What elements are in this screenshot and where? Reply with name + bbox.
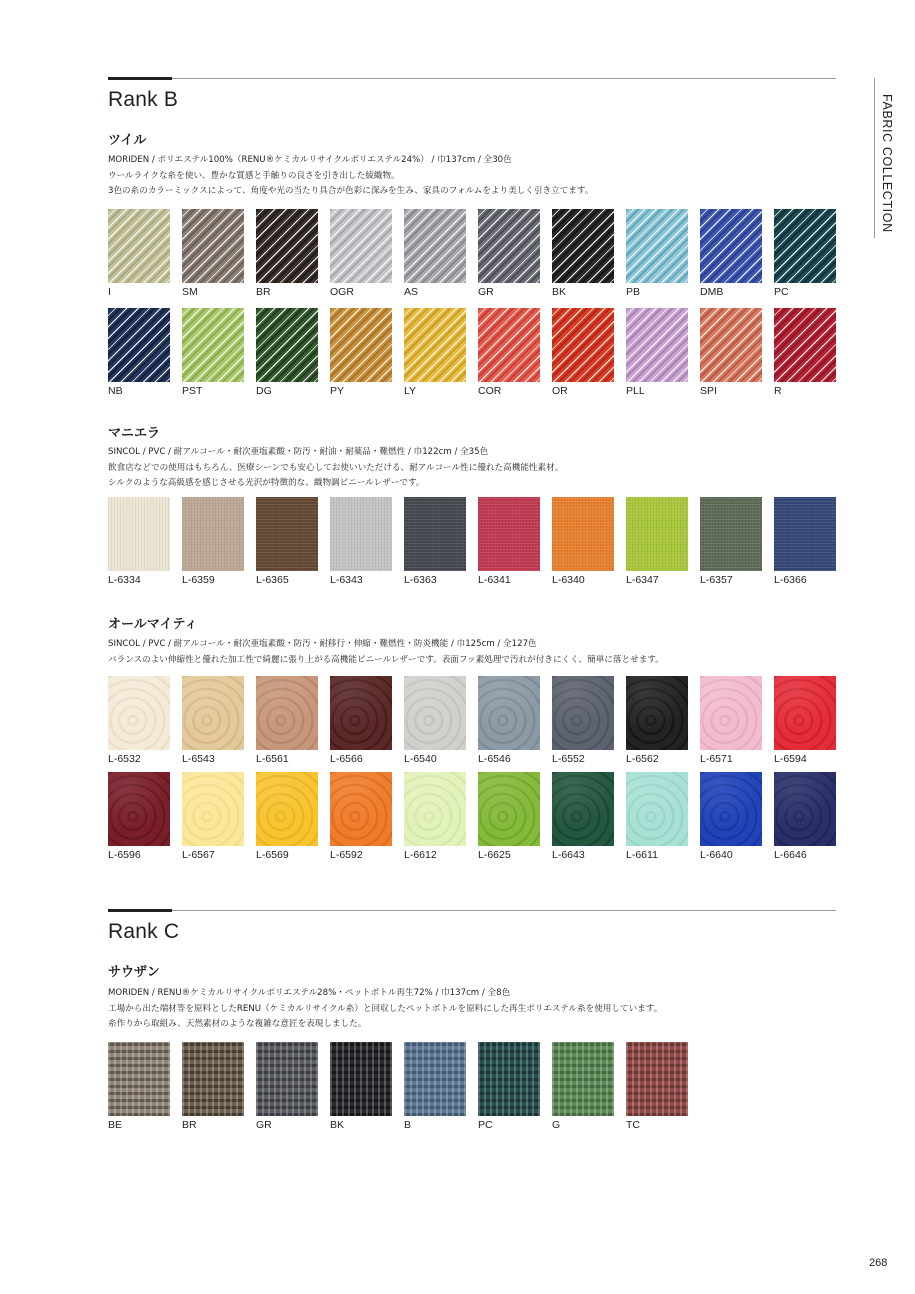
swatch-code: L-6366 xyxy=(774,574,807,586)
swatch-chip xyxy=(700,772,762,846)
maniera-description xyxy=(108,445,563,492)
swatch-chip xyxy=(700,209,762,283)
swatch-code: L-6611 xyxy=(626,849,658,861)
maniera-desc-line: シルクのような高級感を感じさせる光沢が特徴的な、織物調ビニールレザーです。 xyxy=(108,478,425,488)
swatch-chip xyxy=(626,308,688,382)
swatch-sm xyxy=(182,209,244,299)
swatch-chip xyxy=(552,209,614,283)
swatch-l-6543 xyxy=(182,676,244,766)
swatch-spi xyxy=(700,308,762,398)
twill-description xyxy=(108,153,593,200)
swatch-tc xyxy=(626,1042,688,1132)
swatch-l-6340 xyxy=(552,497,614,587)
swatch-l-6546 xyxy=(478,676,540,766)
southern-swatch-grid xyxy=(108,1042,836,1132)
swatch-b xyxy=(404,1042,466,1132)
swatch-gr xyxy=(478,209,540,299)
swatch-l-6646 xyxy=(774,772,836,862)
maniera-desc-line: 飲食店などでの使用はもちろん、医療シーンでも安心してお使いいただける、耐アルコール性に優れた高機能性素材。 xyxy=(108,462,564,473)
rank-c-title: Rank C xyxy=(108,920,180,943)
swatch-l-6571 xyxy=(700,676,762,766)
twill-desc-line: MORIDEN / ポリエステル100%（RENU®ケミカルリサイクルポリエステル24%） / 巾137cm / 全30色 xyxy=(108,155,512,165)
swatch-l-6566 xyxy=(330,676,392,766)
swatch-code: L-6640 xyxy=(700,849,733,861)
swatch-bk xyxy=(330,1042,392,1132)
swatch-chip xyxy=(404,497,466,571)
rank-b-rule xyxy=(108,78,836,79)
swatch-code: L-6562 xyxy=(626,753,659,765)
swatch-l-6569 xyxy=(256,772,318,862)
swatch-code: BR xyxy=(182,1119,197,1131)
swatch-chip xyxy=(774,676,836,750)
swatch-pst xyxy=(182,308,244,398)
swatch-code: AS xyxy=(404,286,419,298)
swatch-code: L-6540 xyxy=(404,753,437,765)
southern-desc-line: 工場から出た端材等を原料としたRENU（ケミカルリサイクル糸）と回収したペットボトルを原料にした再生ポリエステル糸を使用しています。 xyxy=(108,1003,663,1014)
swatch-l-6334 xyxy=(108,497,170,587)
swatch-chip xyxy=(330,209,392,283)
allmighty-description xyxy=(108,637,664,668)
swatch-l-6363 xyxy=(404,497,466,587)
swatch-code: L-6340 xyxy=(552,574,585,586)
swatch-l-6365 xyxy=(256,497,318,587)
swatch-pb xyxy=(626,209,688,299)
swatch-code: I xyxy=(108,286,111,298)
side-label: FABRIC COLLECTION xyxy=(880,94,894,233)
allmighty-desc-line: バランスのよい伸縮性と優れた加工性で綺麗に張り上がる高機能ビニールレザーです。表面フッ素処理で汚れが付きにくく、簡単に落とせます。 xyxy=(108,654,664,665)
swatch-code: R xyxy=(774,385,782,397)
swatch-code: G xyxy=(552,1119,561,1131)
swatch-code: L-6625 xyxy=(478,849,511,861)
swatch-chip xyxy=(552,772,614,846)
swatch-code: GR xyxy=(256,1119,272,1131)
swatch-code: BK xyxy=(330,1119,345,1131)
swatch-code: GR xyxy=(478,286,494,298)
swatch-be xyxy=(108,1042,170,1132)
swatch-l-6612 xyxy=(404,772,466,862)
swatch-code: L-6567 xyxy=(182,849,215,861)
swatch-ogr xyxy=(330,209,392,299)
swatch-code: PLL xyxy=(626,385,645,397)
swatch-code: L-6341 xyxy=(478,574,511,586)
swatch-l-6562 xyxy=(626,676,688,766)
swatch-gr xyxy=(256,1042,318,1132)
swatch-code: L-6552 xyxy=(552,753,585,765)
swatch-pc xyxy=(774,209,836,299)
swatch-code: L-6343 xyxy=(330,574,363,586)
swatch-chip xyxy=(404,209,466,283)
swatch-dmb xyxy=(700,209,762,299)
swatch-py xyxy=(330,308,392,398)
swatch-code: OR xyxy=(552,385,568,397)
swatch-chip xyxy=(552,676,614,750)
swatch-chip xyxy=(108,308,170,382)
southern-desc-line: 糸作りから取組み、天然素材のような複雑な意匠を表現しました。 xyxy=(108,1019,367,1029)
swatch-code: L-6363 xyxy=(404,574,437,586)
swatch-chip xyxy=(256,308,318,382)
maniera-desc-line: SINCOL / PVC / 耐アルコール・耐次亜塩素酸・防汚・耐油・耐薬品・難燃性 / 巾122cm / 全35色 xyxy=(108,447,489,457)
swatch-code: PY xyxy=(330,385,345,397)
swatch-chip xyxy=(182,308,244,382)
swatch-chip xyxy=(182,497,244,571)
maniera-title: マニエラ xyxy=(108,426,161,441)
swatch-code: B xyxy=(404,1119,412,1131)
swatch-as xyxy=(404,209,466,299)
swatch-l-6592 xyxy=(330,772,392,862)
swatch-chip xyxy=(478,308,540,382)
swatch-chip xyxy=(182,1042,244,1116)
swatch-code: L-6612 xyxy=(404,849,437,861)
swatch-chip xyxy=(478,1042,540,1116)
swatch-chip xyxy=(478,676,540,750)
swatch-chip xyxy=(404,308,466,382)
swatch-chip xyxy=(478,497,540,571)
swatch-g xyxy=(552,1042,614,1132)
swatch-cor xyxy=(478,308,540,398)
swatch-code: L-6357 xyxy=(700,574,733,586)
southern-title: サウザン xyxy=(108,965,160,980)
swatch-chip xyxy=(256,209,318,283)
swatch-chip xyxy=(256,676,318,750)
swatch-ly xyxy=(404,308,466,398)
swatch-code: SPI xyxy=(700,385,717,397)
swatch-l-6532 xyxy=(108,676,170,766)
swatch-code: OGR xyxy=(330,286,354,298)
swatch-chip xyxy=(552,1042,614,1116)
swatch-chip xyxy=(108,209,170,283)
swatch-chip xyxy=(182,772,244,846)
swatch-l-6594 xyxy=(774,676,836,766)
swatch-chip xyxy=(330,308,392,382)
swatch-l-6341 xyxy=(478,497,540,587)
swatch-chip xyxy=(108,676,170,750)
swatch-chip xyxy=(182,209,244,283)
swatch-code: PB xyxy=(626,286,641,298)
twill-desc-line: 3色の糸のカラーミックスによって、角度や光の当たり具合が色彩に深みを生み、家具のフォルムをより美しく引き立てます。 xyxy=(108,186,594,196)
swatch-chip xyxy=(182,676,244,750)
swatch-chip xyxy=(404,772,466,846)
swatch-code: BR xyxy=(256,286,271,298)
swatch-code: L-6643 xyxy=(552,849,585,861)
swatch-chip xyxy=(774,209,836,283)
swatch-bk xyxy=(552,209,614,299)
swatch-l-6596 xyxy=(108,772,170,862)
swatch-code: NB xyxy=(108,385,123,397)
swatch-chip xyxy=(108,772,170,846)
swatch-pll xyxy=(626,308,688,398)
swatch-chip xyxy=(404,1042,466,1116)
swatch-i xyxy=(108,209,170,299)
swatch-l-6357 xyxy=(700,497,762,587)
swatch-chip xyxy=(108,497,170,571)
twill-desc-line: ウールライクな糸を使い、豊かな質感と手触りの良さを引き出した綾織物。 xyxy=(108,170,400,181)
swatch-code: L-6334 xyxy=(108,574,141,586)
swatch-chip xyxy=(700,676,762,750)
swatch-chip xyxy=(774,772,836,846)
swatch-chip xyxy=(330,497,392,571)
maniera-swatch-grid xyxy=(108,497,836,587)
swatch-code: BK xyxy=(552,286,567,298)
swatch-l-6343 xyxy=(330,497,392,587)
swatch-code: L-6594 xyxy=(774,753,807,765)
swatch-chip xyxy=(330,676,392,750)
swatch-code: L-6569 xyxy=(256,849,289,861)
swatch-l-6552 xyxy=(552,676,614,766)
swatch-chip xyxy=(256,772,318,846)
swatch-chip xyxy=(108,1042,170,1116)
page-number: 268 xyxy=(869,1257,888,1269)
swatch-code: LY xyxy=(404,385,417,397)
swatch-l-6611 xyxy=(626,772,688,862)
swatch-chip xyxy=(626,497,688,571)
rank-b-title: Rank B xyxy=(108,88,179,111)
swatch-chip xyxy=(552,308,614,382)
swatch-code: L-6571 xyxy=(700,753,733,765)
swatch-code: DMB xyxy=(700,286,724,298)
swatch-code: L-6592 xyxy=(330,849,363,861)
allmighty-title: オールマイティ xyxy=(108,617,198,632)
twill-title: ツイル xyxy=(108,133,147,148)
swatch-l-6366 xyxy=(774,497,836,587)
swatch-l-6359 xyxy=(182,497,244,587)
swatch-br xyxy=(256,209,318,299)
southern-description xyxy=(108,986,662,1033)
swatch-dg xyxy=(256,308,318,398)
rank-c-rule xyxy=(108,910,836,911)
swatch-code: L-6561 xyxy=(256,753,289,765)
swatch-code: L-6596 xyxy=(108,849,141,861)
swatch-code: PST xyxy=(182,385,203,397)
swatch-code: DG xyxy=(256,385,272,397)
swatch-chip xyxy=(700,497,762,571)
swatch-code: TC xyxy=(626,1119,640,1131)
swatch-chip xyxy=(700,308,762,382)
side-rule xyxy=(874,78,875,238)
allmighty-swatch-grid xyxy=(108,676,836,862)
southern-desc-line: MORIDEN / RENU®ケミカルリサイクルポリエステル28%・ペットボトル再生72% / 巾137cm / 全8色 xyxy=(108,988,511,998)
swatch-code: BE xyxy=(108,1119,123,1131)
swatch-chip xyxy=(256,1042,318,1116)
swatch-l-6567 xyxy=(182,772,244,862)
swatch-l-6540 xyxy=(404,676,466,766)
swatch-l-6625 xyxy=(478,772,540,862)
swatch-chip xyxy=(626,209,688,283)
swatch-code: PC xyxy=(774,286,789,298)
swatch-chip xyxy=(626,1042,688,1116)
swatch-l-6347 xyxy=(626,497,688,587)
swatch-chip xyxy=(774,308,836,382)
swatch-code: PC xyxy=(478,1119,493,1131)
swatch-code: L-6359 xyxy=(182,574,215,586)
swatch-nb xyxy=(108,308,170,398)
swatch-chip xyxy=(774,497,836,571)
twill-swatch-grid xyxy=(108,209,836,398)
swatch-r xyxy=(774,308,836,398)
swatch-chip xyxy=(478,209,540,283)
swatch-chip xyxy=(552,497,614,571)
swatch-chip xyxy=(626,676,688,750)
swatch-code: L-6543 xyxy=(182,753,215,765)
swatch-code: L-6566 xyxy=(330,753,363,765)
swatch-or xyxy=(552,308,614,398)
swatch-chip xyxy=(626,772,688,846)
swatch-chip xyxy=(256,497,318,571)
swatch-l-6643 xyxy=(552,772,614,862)
swatch-l-6561 xyxy=(256,676,318,766)
swatch-chip xyxy=(330,1042,392,1116)
swatch-chip xyxy=(330,772,392,846)
swatch-code: L-6546 xyxy=(478,753,511,765)
swatch-l-6640 xyxy=(700,772,762,862)
swatch-code: L-6646 xyxy=(774,849,807,861)
swatch-chip xyxy=(404,676,466,750)
swatch-chip xyxy=(478,772,540,846)
swatch-code: L-6532 xyxy=(108,753,141,765)
swatch-code: L-6347 xyxy=(626,574,659,586)
swatch-br xyxy=(182,1042,244,1132)
swatch-code: COR xyxy=(478,385,502,397)
swatch-code: SM xyxy=(182,286,198,298)
allmighty-desc-line: SINCOL / PVC / 耐アルコール・耐次亜塩素酸・防汚・耐移行・伸縮・難燃性・防炎機能 / 巾125cm / 全127色 xyxy=(108,639,537,649)
swatch-code: L-6365 xyxy=(256,574,289,586)
swatch-pc xyxy=(478,1042,540,1132)
